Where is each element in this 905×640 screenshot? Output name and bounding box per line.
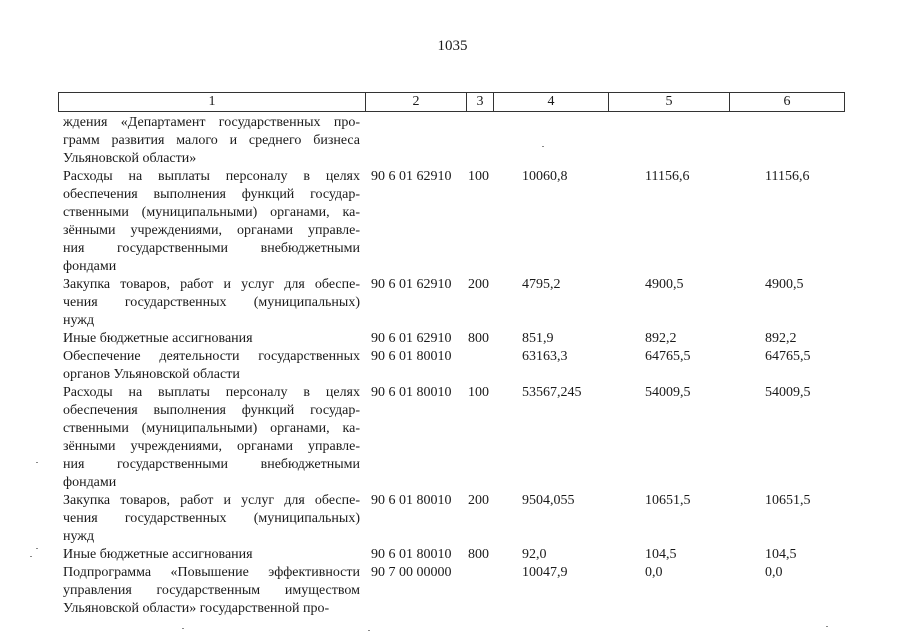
- row-code: 90 6 01 80010: [371, 547, 452, 562]
- header-col-3: 3: [466, 93, 493, 111]
- table-row: [0, 546, 905, 564]
- table-row: [0, 348, 905, 384]
- description-line: нужд: [63, 313, 95, 328]
- header-col-6: 6: [729, 93, 844, 111]
- row-description: [63, 384, 360, 492]
- table-row: [0, 168, 905, 276]
- row-description: [63, 330, 360, 348]
- row-value-col5: 0,0: [645, 565, 663, 580]
- row-expense-type: 200: [468, 493, 489, 508]
- scan-speck: [368, 630, 370, 631]
- row-code: 90 6 01 80010: [371, 493, 452, 508]
- description-line: Ульяновской области» государственной про-: [63, 601, 330, 616]
- scan-speck: [182, 628, 184, 629]
- row-value-col5: 10651,5: [645, 493, 691, 508]
- row-code: 90 6 01 62910: [371, 277, 452, 292]
- row-code: 90 6 01 80010: [371, 385, 452, 400]
- row-expense-type: 100: [468, 169, 489, 184]
- description-line: Обеспечение деятельности государственных: [63, 349, 360, 364]
- description-line: ния государственными внебюджетными: [63, 457, 360, 472]
- row-value-col5: 11156,6: [645, 169, 690, 184]
- row-value-col6: 0,0: [765, 565, 783, 580]
- page-number: 1035: [437, 38, 468, 54]
- description-line: чения государственных (муниципальных): [63, 295, 360, 310]
- row-value-col4: 9504,055: [522, 493, 575, 508]
- description-line: Закупка товаров, работ и услуг для обеспе-: [63, 277, 360, 292]
- table-header: [58, 92, 845, 112]
- scan-speck: [30, 556, 32, 557]
- row-description: [63, 114, 360, 168]
- scan-speck: [826, 626, 828, 627]
- row-description: [63, 564, 360, 618]
- row-expense-type: 200: [468, 277, 489, 292]
- table-row: [0, 564, 905, 618]
- row-code: 90 7 00 00000: [371, 565, 452, 580]
- header-col-5: 5: [608, 93, 729, 111]
- row-expense-type: 800: [468, 331, 489, 346]
- table-row: [0, 276, 905, 330]
- description-line: ния государственными внебюджетными: [63, 241, 360, 256]
- description-line: управления государственным имуществом: [63, 583, 360, 598]
- row-value-col4: 53567,245: [522, 385, 582, 400]
- row-value-col5: 4900,5: [645, 277, 684, 292]
- row-description: [63, 168, 360, 276]
- scan-speck: [36, 462, 38, 463]
- description-line: Подпрограмма «Повышение эффективности: [63, 565, 360, 580]
- description-line: ственными (муниципальными) органами, ка-: [63, 421, 360, 436]
- header-col-1: 1: [208, 94, 216, 109]
- row-value-col5: 64765,5: [645, 349, 691, 364]
- row-value-col4: 92,0: [522, 547, 547, 562]
- description-line: Ульяновской области»: [63, 151, 197, 166]
- row-code: 90 6 01 80010: [371, 349, 452, 364]
- row-description: [63, 546, 360, 564]
- table-row: [0, 114, 905, 168]
- row-value-col6: 64765,5: [765, 349, 811, 364]
- row-value-col4: 10060,8: [522, 169, 568, 184]
- description-line: зёнными учреждениями, органами управле-: [63, 439, 360, 454]
- row-description: [63, 492, 360, 546]
- row-code: 90 6 01 62910: [371, 169, 452, 184]
- description-line: ственными (муниципальными) органами, ка-: [63, 205, 360, 220]
- scan-speck: [542, 146, 544, 147]
- row-value-col5: 54009,5: [645, 385, 691, 400]
- description-line: фондами: [63, 475, 117, 490]
- description-line: фондами: [63, 259, 117, 274]
- row-value-col5: 892,2: [645, 331, 677, 346]
- table-row: [0, 330, 905, 348]
- row-value-col4: 10047,9: [522, 565, 568, 580]
- description-line: обеспечения выполнения функций государ-: [63, 403, 360, 418]
- description-line: Иные бюджетные ассигнования: [63, 331, 253, 346]
- row-value-col4: 851,9: [522, 331, 554, 346]
- description-line: органов Ульяновской области: [63, 367, 240, 382]
- row-value-col6: 54009,5: [765, 385, 811, 400]
- description-line: Иные бюджетные ассигнования: [63, 547, 253, 562]
- header-col-4: 4: [493, 93, 608, 111]
- table-row: [0, 384, 905, 492]
- table-body: [0, 114, 905, 618]
- description-line: нужд: [63, 529, 95, 544]
- description-line: зёнными учреждениями, органами управле-: [63, 223, 360, 238]
- description-line: ждения «Департамент государственных про-: [63, 115, 360, 130]
- row-value-col6: 4900,5: [765, 277, 804, 292]
- row-value-col6: 104,5: [765, 547, 797, 562]
- description-line: обеспечения выполнения функций государ-: [63, 187, 360, 202]
- description-line: грамм развития малого и среднего бизнеса: [63, 133, 360, 148]
- header-col-2: 2: [365, 93, 466, 111]
- row-expense-type: 800: [468, 547, 489, 562]
- description-line: Расходы на выплаты персоналу в целях: [63, 169, 360, 184]
- table-row: [0, 492, 905, 546]
- row-value-col4: 63163,3: [522, 349, 568, 364]
- description-line: Закупка товаров, работ и услуг для обеспе-: [63, 493, 360, 508]
- row-value-col6: 11156,6: [765, 169, 810, 184]
- scan-speck: [36, 548, 38, 549]
- row-value-col4: 4795,2: [522, 277, 561, 292]
- row-value-col5: 104,5: [645, 547, 677, 562]
- row-value-col6: 892,2: [765, 331, 797, 346]
- description-line: Расходы на выплаты персоналу в целях: [63, 385, 360, 400]
- row-description: [63, 348, 360, 384]
- row-code: 90 6 01 62910: [371, 331, 452, 346]
- row-expense-type: 100: [468, 385, 489, 400]
- row-description: [63, 276, 360, 330]
- row-value-col6: 10651,5: [765, 493, 811, 508]
- description-line: чения государственных (муниципальных): [63, 511, 360, 526]
